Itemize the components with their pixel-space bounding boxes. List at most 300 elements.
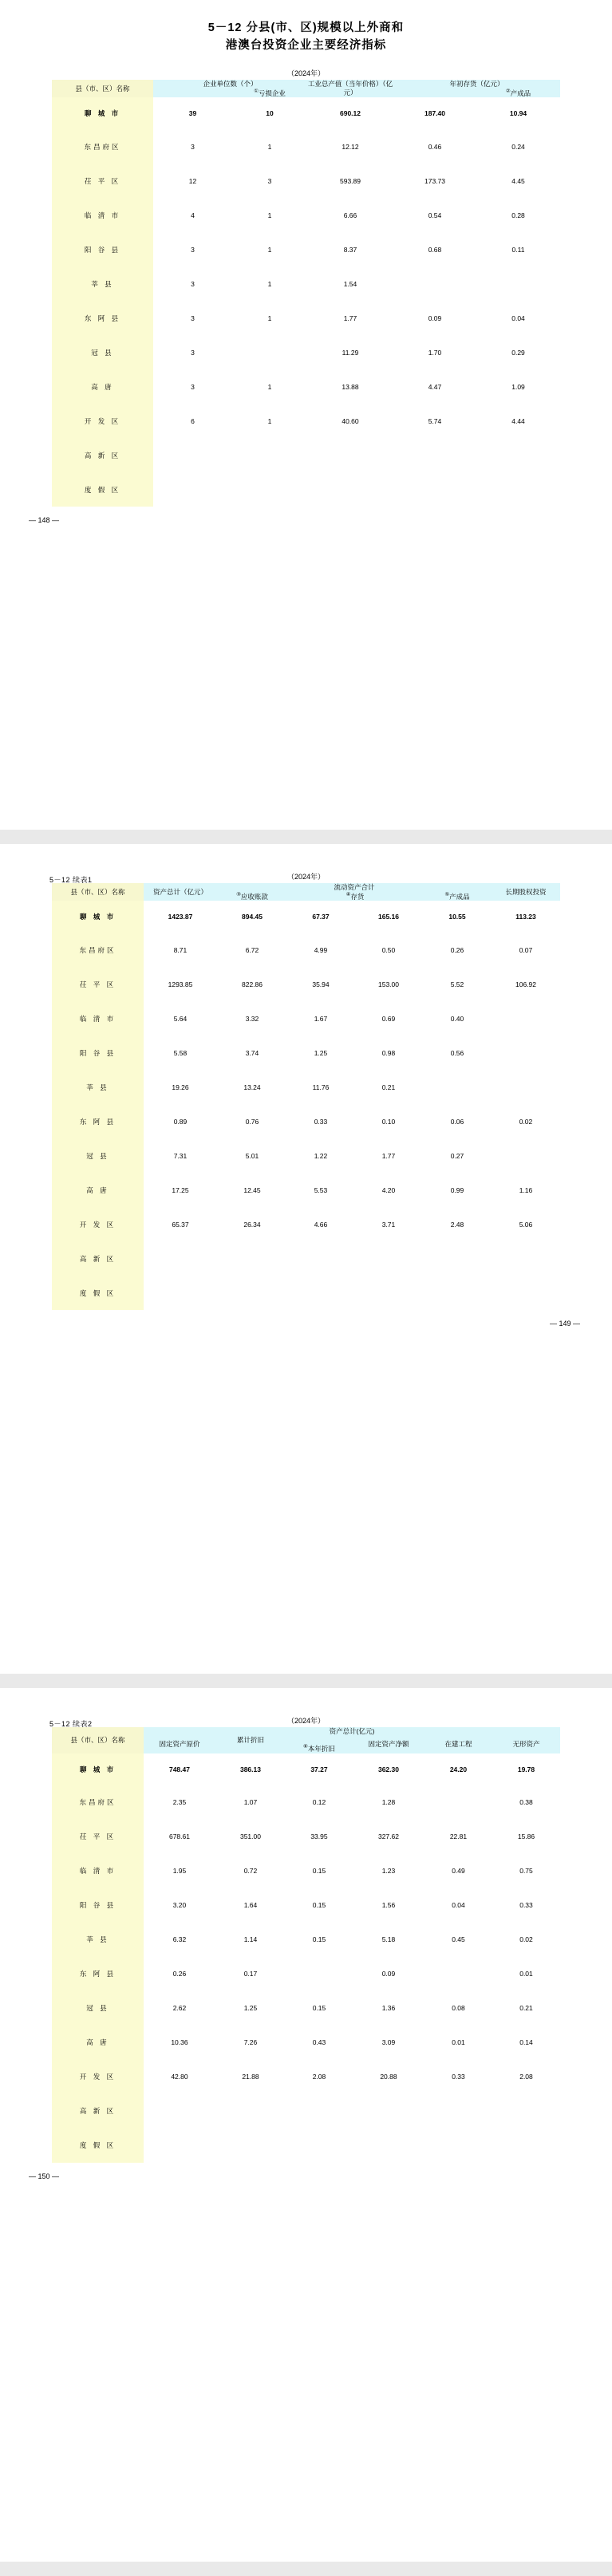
cell-value xyxy=(354,1276,423,1310)
header-intangible-assets: 无形资产 xyxy=(492,1736,560,1753)
cell-value: 5.74 xyxy=(428,416,442,425)
row-label: 阳 谷 县 xyxy=(52,1036,144,1070)
year-label-1: （2024年） xyxy=(286,69,326,77)
cell-value: 1423.87 xyxy=(168,913,193,921)
cell-value: 7.26 xyxy=(243,2038,258,2047)
cell-value xyxy=(492,1036,560,1070)
cell-value: 6 xyxy=(191,416,195,425)
table-main-1 xyxy=(52,80,560,507)
cell-value: 0.33 xyxy=(519,1901,533,1910)
cell-value: 10.36 xyxy=(171,2038,188,2047)
header-enterprise-count xyxy=(153,80,307,89)
cell-value: 0.54 xyxy=(428,211,442,219)
row-label: 临 清 市 xyxy=(52,198,153,232)
cell-value: 894.45 xyxy=(241,913,263,921)
header-region-name: 县（市、区）名称 xyxy=(52,1727,144,1753)
cell-value: 5.06 xyxy=(519,1220,533,1229)
table-row xyxy=(52,1138,560,1173)
table-row xyxy=(52,232,560,266)
cell-value: 0.38 xyxy=(519,1798,533,1807)
footnote-mark-1: ① xyxy=(254,88,259,94)
cell-value: 4.45 xyxy=(511,176,525,185)
header-finished-goods-2 xyxy=(423,892,492,901)
cell-value: 21.88 xyxy=(242,2073,259,2081)
cell-value: 1 xyxy=(267,416,272,425)
cell-value xyxy=(492,2128,560,2163)
cell-value: 0.09 xyxy=(381,1970,396,1978)
cell-value: 3 xyxy=(191,245,195,254)
header-depreciation-this-year-label: 本年折旧 xyxy=(307,1745,335,1753)
page-1 xyxy=(0,0,612,830)
cell-value: 822.86 xyxy=(241,980,263,988)
row-label: 冠 县 xyxy=(52,335,153,369)
table-row xyxy=(52,2060,560,2094)
cell-value: 0.28 xyxy=(511,211,525,219)
row-label: 莘 县 xyxy=(52,1923,144,1957)
header-opening-inventory xyxy=(393,80,560,89)
cell-value: 0.26 xyxy=(172,1970,187,1978)
cell-value: 2.35 xyxy=(172,1798,187,1807)
cell-value: 0.49 xyxy=(452,1867,465,1876)
cell-value: 0.09 xyxy=(428,314,442,322)
cell-value: 3.09 xyxy=(381,2038,396,2047)
row-label: 阳 谷 县 xyxy=(52,232,153,266)
cell-value xyxy=(287,1276,354,1310)
header-depreciation-this-year-top xyxy=(286,1736,353,1745)
row-label: 临 清 市 xyxy=(52,1854,144,1888)
cell-value: 5.52 xyxy=(450,980,464,988)
cell-value xyxy=(492,1001,560,1036)
cell-value: 6.72 xyxy=(245,945,259,954)
cell-value: 4.44 xyxy=(511,416,525,425)
cell-value: 362.30 xyxy=(377,1765,399,1773)
footnote-mark-6: ⑥ xyxy=(303,1744,308,1750)
cell-value xyxy=(424,2128,492,2163)
cell-value: 0.76 xyxy=(245,1117,259,1126)
header-opening-inventory-label: 年初存货（亿元） xyxy=(449,79,504,88)
running-head-2: 5－12 续表1 xyxy=(49,876,93,884)
cell-value: 10.55 xyxy=(448,913,466,921)
header-spacer-1 xyxy=(153,89,232,97)
cell-value xyxy=(307,472,393,507)
row-label: 高 新 区 xyxy=(52,438,153,472)
table-row xyxy=(52,1820,560,1854)
row-label: 开 发 区 xyxy=(52,2060,144,2094)
row-label: 冠 县 xyxy=(52,1138,144,1173)
cell-value xyxy=(424,1957,492,1991)
cell-value: 5.01 xyxy=(245,1151,259,1160)
cell-value: 67.37 xyxy=(312,913,330,921)
cell-value: 1.28 xyxy=(381,1798,396,1807)
cell-value: 0.45 xyxy=(452,1935,465,1944)
cell-value: 5.53 xyxy=(314,1185,328,1194)
header-inventory xyxy=(287,892,423,901)
page-number-1: — 148 — xyxy=(29,516,60,525)
cell-value: 37.27 xyxy=(310,1765,328,1773)
cell-value: 1.64 xyxy=(243,1901,258,1910)
cell-value: 0.50 xyxy=(381,945,396,954)
cell-value: 678.61 xyxy=(168,1832,190,1841)
header-current-assets-group xyxy=(217,883,492,892)
cell-value: 0.27 xyxy=(450,1151,464,1160)
row-label: 东 阿 县 xyxy=(52,301,153,335)
cell-value: 1.56 xyxy=(381,1901,396,1910)
cell-value: 3 xyxy=(191,314,195,322)
header-gross-output-label: 工业总产值（当年价格）（亿元） xyxy=(307,80,393,97)
table-row xyxy=(52,301,560,335)
cell-value: 4 xyxy=(191,211,195,219)
header-loss-enterprise xyxy=(232,89,307,97)
row-label: 聊 城 市 xyxy=(52,901,144,933)
cell-value xyxy=(144,1276,217,1310)
header-accumulated-depreciation: 累计折旧 xyxy=(215,1736,286,1745)
table-main-3 xyxy=(52,1727,560,2163)
cell-value xyxy=(144,2094,215,2128)
row-label: 高 唐 xyxy=(52,2026,144,2060)
cell-value xyxy=(287,1241,354,1276)
table-row xyxy=(52,1923,560,1957)
cell-value xyxy=(286,2094,353,2128)
cell-value: 65.37 xyxy=(172,1220,189,1229)
cell-value: 8.71 xyxy=(173,945,188,954)
cell-value: 12.12 xyxy=(342,142,359,151)
row-label: 临 清 市 xyxy=(52,1001,144,1036)
cell-value: 0.21 xyxy=(519,2004,533,2013)
cell-value: 0.43 xyxy=(312,2038,326,2047)
cell-value: 1 xyxy=(267,279,272,288)
table-row xyxy=(52,1991,560,2026)
row-label: 度 假 区 xyxy=(52,472,153,507)
cell-value: 1.95 xyxy=(172,1867,187,1876)
cell-value: 0.01 xyxy=(452,2038,465,2047)
cell-value xyxy=(393,472,476,507)
cell-value: 0.33 xyxy=(452,2073,465,2081)
cell-value xyxy=(492,2094,560,2128)
cell-value: 0.56 xyxy=(450,1048,464,1057)
header-finished-goods xyxy=(476,89,560,97)
cell-value: 0.01 xyxy=(519,1970,533,1978)
table-row xyxy=(52,198,560,232)
cell-value: 0.02 xyxy=(519,1117,533,1126)
cell-value: 0.07 xyxy=(519,945,533,954)
cell-value: 22.81 xyxy=(449,1832,468,1841)
cell-value: 40.60 xyxy=(342,416,359,425)
header-accounts-receivable xyxy=(217,892,287,901)
table-row xyxy=(52,2094,560,2128)
cell-value: 12 xyxy=(188,176,197,185)
cell-value xyxy=(423,1276,492,1310)
cell-value: 0.15 xyxy=(312,1901,326,1910)
cell-value: 0.40 xyxy=(450,1014,464,1023)
cell-value: 1.25 xyxy=(314,1048,328,1057)
table-main-2 xyxy=(52,883,560,1310)
cell-value: 26.34 xyxy=(243,1220,261,1229)
cell-value: 13.88 xyxy=(342,382,359,391)
row-label: 东 阿 县 xyxy=(52,1104,144,1138)
cell-value: 0.15 xyxy=(312,2004,326,2013)
header-region-name: 县（市、区）名称 xyxy=(52,883,144,901)
cell-value xyxy=(144,1241,217,1276)
cell-value xyxy=(286,2128,353,2163)
cell-value xyxy=(476,438,560,472)
cell-value: 6.66 xyxy=(343,211,357,219)
cell-value: 153.00 xyxy=(377,980,399,988)
cell-value: 0.12 xyxy=(312,1798,326,1807)
cell-value: 0.08 xyxy=(452,2004,465,2013)
row-label: 度 假 区 xyxy=(52,1276,144,1310)
footnote-mark-5: ⑤ xyxy=(444,891,450,897)
cell-value xyxy=(286,1957,353,1991)
cell-value: 3 xyxy=(191,348,195,357)
cell-value: 0.14 xyxy=(519,2038,533,2047)
title-line-1: 5－12 分县(市、区)规模以上外商和 xyxy=(207,22,405,34)
cell-value: 1.09 xyxy=(511,382,525,391)
cell-value: 0.15 xyxy=(312,1935,326,1944)
table-row xyxy=(52,369,560,404)
header-accounts-receivable-label: 应收账款 xyxy=(240,892,268,901)
cell-value: 327.62 xyxy=(377,1832,399,1841)
table-row xyxy=(52,1957,560,1991)
cell-value: 1.16 xyxy=(519,1185,533,1194)
cell-value: 113.23 xyxy=(515,913,536,921)
cell-value: 1293.85 xyxy=(168,980,193,988)
footnote-mark-4: ④ xyxy=(345,891,351,897)
cell-value: 748.47 xyxy=(168,1765,190,1773)
cell-value: 173.73 xyxy=(424,176,445,185)
cell-value: 0.99 xyxy=(450,1185,464,1194)
cell-value: 593.89 xyxy=(340,176,361,185)
table-row xyxy=(52,164,560,198)
cell-value: 1 xyxy=(267,142,272,151)
cell-value: 35.94 xyxy=(312,980,330,988)
header-inventory-label: 存货 xyxy=(350,892,365,901)
table-row xyxy=(52,2128,560,2163)
year-label-2: （2024年） xyxy=(286,873,326,881)
title-line-2: 港澳台投资企业主要经济指标 xyxy=(225,39,387,53)
cell-value: 20.88 xyxy=(380,2073,397,2081)
table-row xyxy=(52,472,560,507)
header-longterm-equity xyxy=(492,883,560,901)
row-label: 高 唐 xyxy=(52,1173,144,1207)
cell-value: 1.77 xyxy=(343,314,357,322)
header-loss-enterprise-label: 亏损企业 xyxy=(258,89,286,97)
row-label: 莘 县 xyxy=(52,1070,144,1104)
cell-value: 4.99 xyxy=(314,945,328,954)
header-finished-goods-2-label: 产成品 xyxy=(449,892,470,901)
cell-value: 1.70 xyxy=(428,348,442,357)
cell-value: 5.18 xyxy=(381,1935,396,1944)
cell-value: 7.31 xyxy=(173,1151,188,1160)
cell-value: 351.00 xyxy=(239,1832,261,1841)
cell-value: 2.08 xyxy=(519,2073,533,2081)
table-row xyxy=(52,1070,560,1104)
footnote-mark-2: ② xyxy=(505,88,511,94)
cell-value: 3.71 xyxy=(381,1220,396,1229)
cell-value: 0.06 xyxy=(450,1117,464,1126)
cell-value: 106.92 xyxy=(515,980,536,988)
header-spacer-2 xyxy=(393,89,476,97)
cell-value: 0.75 xyxy=(519,1867,533,1876)
cell-value: 1.23 xyxy=(381,1867,396,1876)
cell-value xyxy=(423,1241,492,1276)
cell-value: 0.21 xyxy=(381,1083,396,1091)
row-label: 茌 平 区 xyxy=(52,1820,144,1854)
footnote-mark-3: ③ xyxy=(236,891,241,897)
cell-value xyxy=(153,472,232,507)
table-row xyxy=(52,1276,560,1310)
cell-value: 1 xyxy=(267,245,272,254)
cell-value: 0.29 xyxy=(511,348,525,357)
table-row xyxy=(52,1036,560,1070)
cell-value: 0.46 xyxy=(428,142,442,151)
table-row xyxy=(52,2026,560,2060)
table-row xyxy=(52,1785,560,1820)
header-assets-group: 资产总计(亿元) xyxy=(144,1727,560,1736)
table-row xyxy=(52,1241,560,1276)
cell-value xyxy=(215,2094,286,2128)
cell-value: 3 xyxy=(191,279,195,288)
cell-value xyxy=(232,472,307,507)
table-row xyxy=(52,1207,560,1241)
cell-value: 690.12 xyxy=(340,109,361,118)
table-header-row xyxy=(52,883,560,892)
year-label-3: （2024年） xyxy=(286,1717,326,1725)
cell-value xyxy=(215,2128,286,2163)
cell-value: 1.54 xyxy=(343,279,357,288)
cell-value: 42.80 xyxy=(171,2073,188,2081)
cell-value xyxy=(353,2128,424,2163)
cell-value: 0.10 xyxy=(381,1117,396,1126)
header-fixed-assets-original: 固定资产原价 xyxy=(144,1736,215,1753)
cell-value: 3 xyxy=(267,176,272,185)
row-label: 阳 谷 县 xyxy=(52,1888,144,1923)
cell-value xyxy=(307,438,393,472)
cell-value: 10.94 xyxy=(509,109,527,118)
page-2 xyxy=(0,844,612,1674)
row-label: 聊 城 市 xyxy=(52,1753,144,1785)
table-row xyxy=(52,1753,560,1785)
cell-value xyxy=(232,438,307,472)
cell-value xyxy=(393,266,476,301)
cell-value: 0.15 xyxy=(312,1867,326,1876)
cell-value: 1.14 xyxy=(243,1935,258,1944)
cell-value: 5.64 xyxy=(173,1014,188,1023)
table-row xyxy=(52,1104,560,1138)
cell-value: 0.89 xyxy=(173,1117,188,1126)
page-number-3: — 150 — xyxy=(29,2172,60,2180)
running-head-3: 5－12 续表2 xyxy=(49,1720,93,1728)
table-row xyxy=(52,967,560,1001)
row-label: 东昌府区 xyxy=(52,933,144,967)
cell-value: 0.04 xyxy=(511,314,525,322)
table-row xyxy=(52,97,560,129)
cell-value: 2.08 xyxy=(312,2073,326,2081)
header-current-assets-label: 流动资产合计 xyxy=(334,883,375,891)
table-row xyxy=(52,1854,560,1888)
cell-value: 5.58 xyxy=(173,1048,188,1057)
cell-value xyxy=(492,1276,560,1310)
cell-value: 0.33 xyxy=(314,1117,328,1126)
cell-value: 3.74 xyxy=(245,1048,259,1057)
table-row xyxy=(52,335,560,369)
cell-value xyxy=(476,472,560,507)
row-label: 莘 县 xyxy=(52,266,153,301)
page-title xyxy=(0,0,612,55)
header-finished-goods-label: 产成品 xyxy=(510,89,531,97)
header-total-assets-label: 资产总计（亿元） xyxy=(152,887,207,896)
cell-value xyxy=(217,1241,287,1276)
cell-value: 3 xyxy=(191,142,195,151)
cell-value xyxy=(492,1070,560,1104)
row-label: 东 阿 县 xyxy=(52,1957,144,1991)
cell-value xyxy=(217,1276,287,1310)
cell-value: 4.20 xyxy=(381,1185,396,1194)
table-row xyxy=(52,438,560,472)
row-label: 高 新 区 xyxy=(52,1241,144,1276)
table-row xyxy=(52,1888,560,1923)
header-construction-in-progress: 在建工程 xyxy=(424,1736,492,1753)
cell-value: 1.25 xyxy=(243,2004,258,2013)
cell-value xyxy=(393,438,476,472)
cell-value: 15.86 xyxy=(517,1832,535,1841)
cell-value: 0.04 xyxy=(452,1901,465,1910)
cell-value: 165.16 xyxy=(377,913,399,921)
cell-value xyxy=(492,1138,560,1173)
row-label: 东昌府区 xyxy=(52,1785,144,1820)
cell-value: 386.13 xyxy=(239,1765,261,1773)
header-depreciation-this-year xyxy=(286,1744,353,1753)
cell-value: 11.76 xyxy=(312,1083,330,1091)
cell-value xyxy=(232,335,307,369)
cell-value: 4.47 xyxy=(428,382,442,391)
cell-value: 0.68 xyxy=(428,245,442,254)
header-enterprise-count-label: 企业单位数（个） xyxy=(203,79,258,88)
header-longterm-equity-label: 长期股权投资 xyxy=(505,887,547,896)
cell-value: 0.72 xyxy=(243,1867,258,1876)
table-header-row xyxy=(52,80,560,89)
cell-value: 12.45 xyxy=(243,1185,261,1194)
cell-value: 10 xyxy=(266,109,274,118)
table-row xyxy=(52,404,560,438)
header-fixed-assets-net: 固定资产净额 xyxy=(353,1736,424,1753)
cell-value: 1 xyxy=(267,211,272,219)
cell-value: 4.66 xyxy=(314,1220,328,1229)
cell-value: 1 xyxy=(267,382,272,391)
header-total-assets xyxy=(144,883,217,901)
table-row xyxy=(52,129,560,164)
row-label: 开 发 区 xyxy=(52,1207,144,1241)
row-label: 茌 平 区 xyxy=(52,967,144,1001)
row-label: 茌 平 区 xyxy=(52,164,153,198)
row-label: 聊 城 市 xyxy=(52,97,153,129)
cell-value: 0.17 xyxy=(243,1970,258,1978)
cell-value xyxy=(423,1070,492,1104)
cell-value xyxy=(353,2094,424,2128)
table-row xyxy=(52,901,560,933)
row-label: 冠 县 xyxy=(52,1991,144,2026)
header-gross-output xyxy=(307,80,393,97)
cell-value: 2.62 xyxy=(172,2004,187,2013)
header-region-name: 县（市、区）名称 xyxy=(52,80,153,97)
cell-value: 2.48 xyxy=(450,1220,464,1229)
cell-value: 39 xyxy=(188,109,197,118)
cell-value: 11.29 xyxy=(342,348,359,357)
table-row xyxy=(52,1001,560,1036)
cell-value: 1.67 xyxy=(314,1014,328,1023)
cell-value: 187.40 xyxy=(424,109,445,118)
cell-value: 19.26 xyxy=(172,1083,189,1091)
cell-value xyxy=(144,2128,215,2163)
